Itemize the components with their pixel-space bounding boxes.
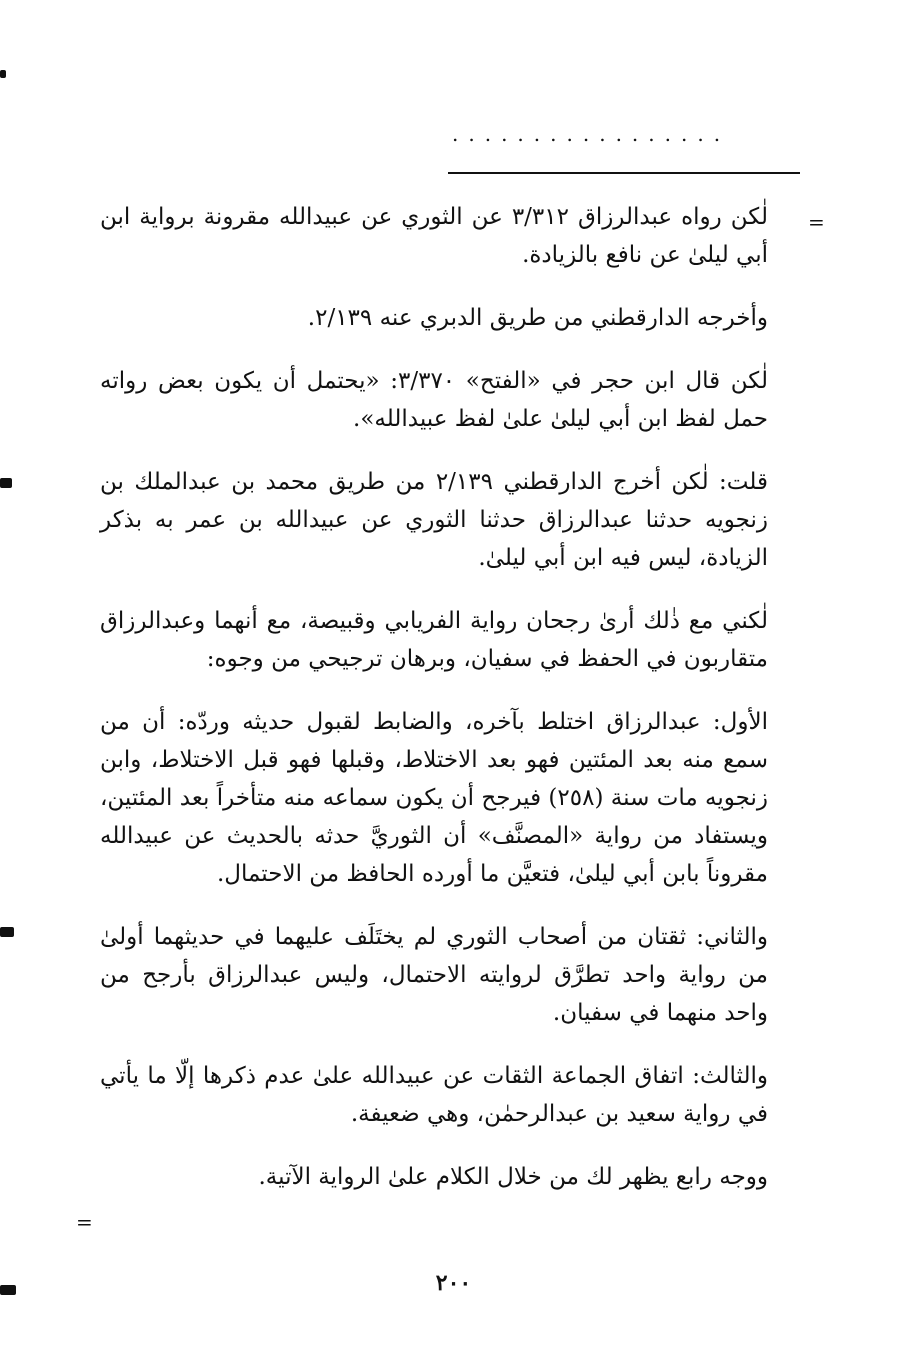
header-dot-leader: ................. <box>452 124 731 144</box>
paragraph: وأخرجه الدارقطني من طريق الدبري عنه ٢/١٣٩. <box>307 305 768 331</box>
paragraph: والثالث: اتفاق الجماعة الثقات عن عبيدالله علىٰ عدم ذكرها إلّا ما يأتي في رواية سعيد بن عبدالرحمٰن، وهي ضعيفة. <box>100 1063 768 1127</box>
continuation-mark-bottom: = <box>76 1210 93 1234</box>
paragraph: الأول: عبدالرزاق اختلط بآخره، والضابط لقبول حديثه وردّه: أن من سمع منه بعد المئتين فهو بعد الاختلاط، وقبلها فهو قبل الاختلاط، وابن زنجويه مات سنة (٢٥٨) فيرجح أن يكون سماعه منه متأخراً بعد المئتين، ويستفاد من رواية «المصنَّف» أن الثوريَّ حدثه بالحديث عن عبيدالله مقروناً بابن أبي ليلىٰ، فتعيَّن ما أورده الحافظ من الاحتمال. <box>100 709 768 887</box>
body-text <box>100 198 768 1221</box>
paragraph: لٰكني مع ذٰلك أرىٰ رجحان رواية الفريابي وقبيصة، مع أنهما وعبدالرزاق متقاربون في الحفظ في سفيان، وبرهان ترجيحي من وجوه: <box>100 608 768 672</box>
page-number: ٢٠٠ <box>435 1270 472 1296</box>
scan-mark-middle-1 <box>0 478 12 488</box>
paragraph: لٰكن رواه عبدالرزاق ٣/٣١٢ عن الثوري عن عبيدالله مقرونة برواية ابن أبي ليلىٰ عن نافع بالزيادة. <box>100 204 768 268</box>
paragraph: قلت: لٰكن أخرج الدارقطني ٢/١٣٩ من طريق محمد بن عبدالملك بن زنجويه حدثنا عبدالرزاق حدثنا الثوري عن عبيدالله بن عمر به بذكر الزيادة، ليس فيه ابن أبي ليلىٰ. <box>100 469 768 571</box>
continuation-mark-top: = <box>808 210 825 234</box>
scan-mark-middle-2 <box>0 927 14 937</box>
scan-mark-top <box>0 70 6 78</box>
paragraph: والثاني: ثقتان من أصحاب الثوري لم يختَلَف عليهما في حديثهما أولىٰ من رواية واحد تطرَّق لروايته الاحتمال، وليس عبدالرزاق بأرجح من واحد منهما في سفيان. <box>100 924 768 1026</box>
paragraph: لٰكن قال ابن حجر في «الفتح» ٣/٣٧٠: «يحتمل أن يكون بعض رواته حمل لفظ ابن أبي ليلىٰ علىٰ لفظ عبيدالله». <box>100 368 769 432</box>
paragraph: ووجه رابع يظهر لك من خلال الكلام علىٰ الرواية الآتية. <box>258 1164 768 1190</box>
header-rule <box>448 172 800 174</box>
